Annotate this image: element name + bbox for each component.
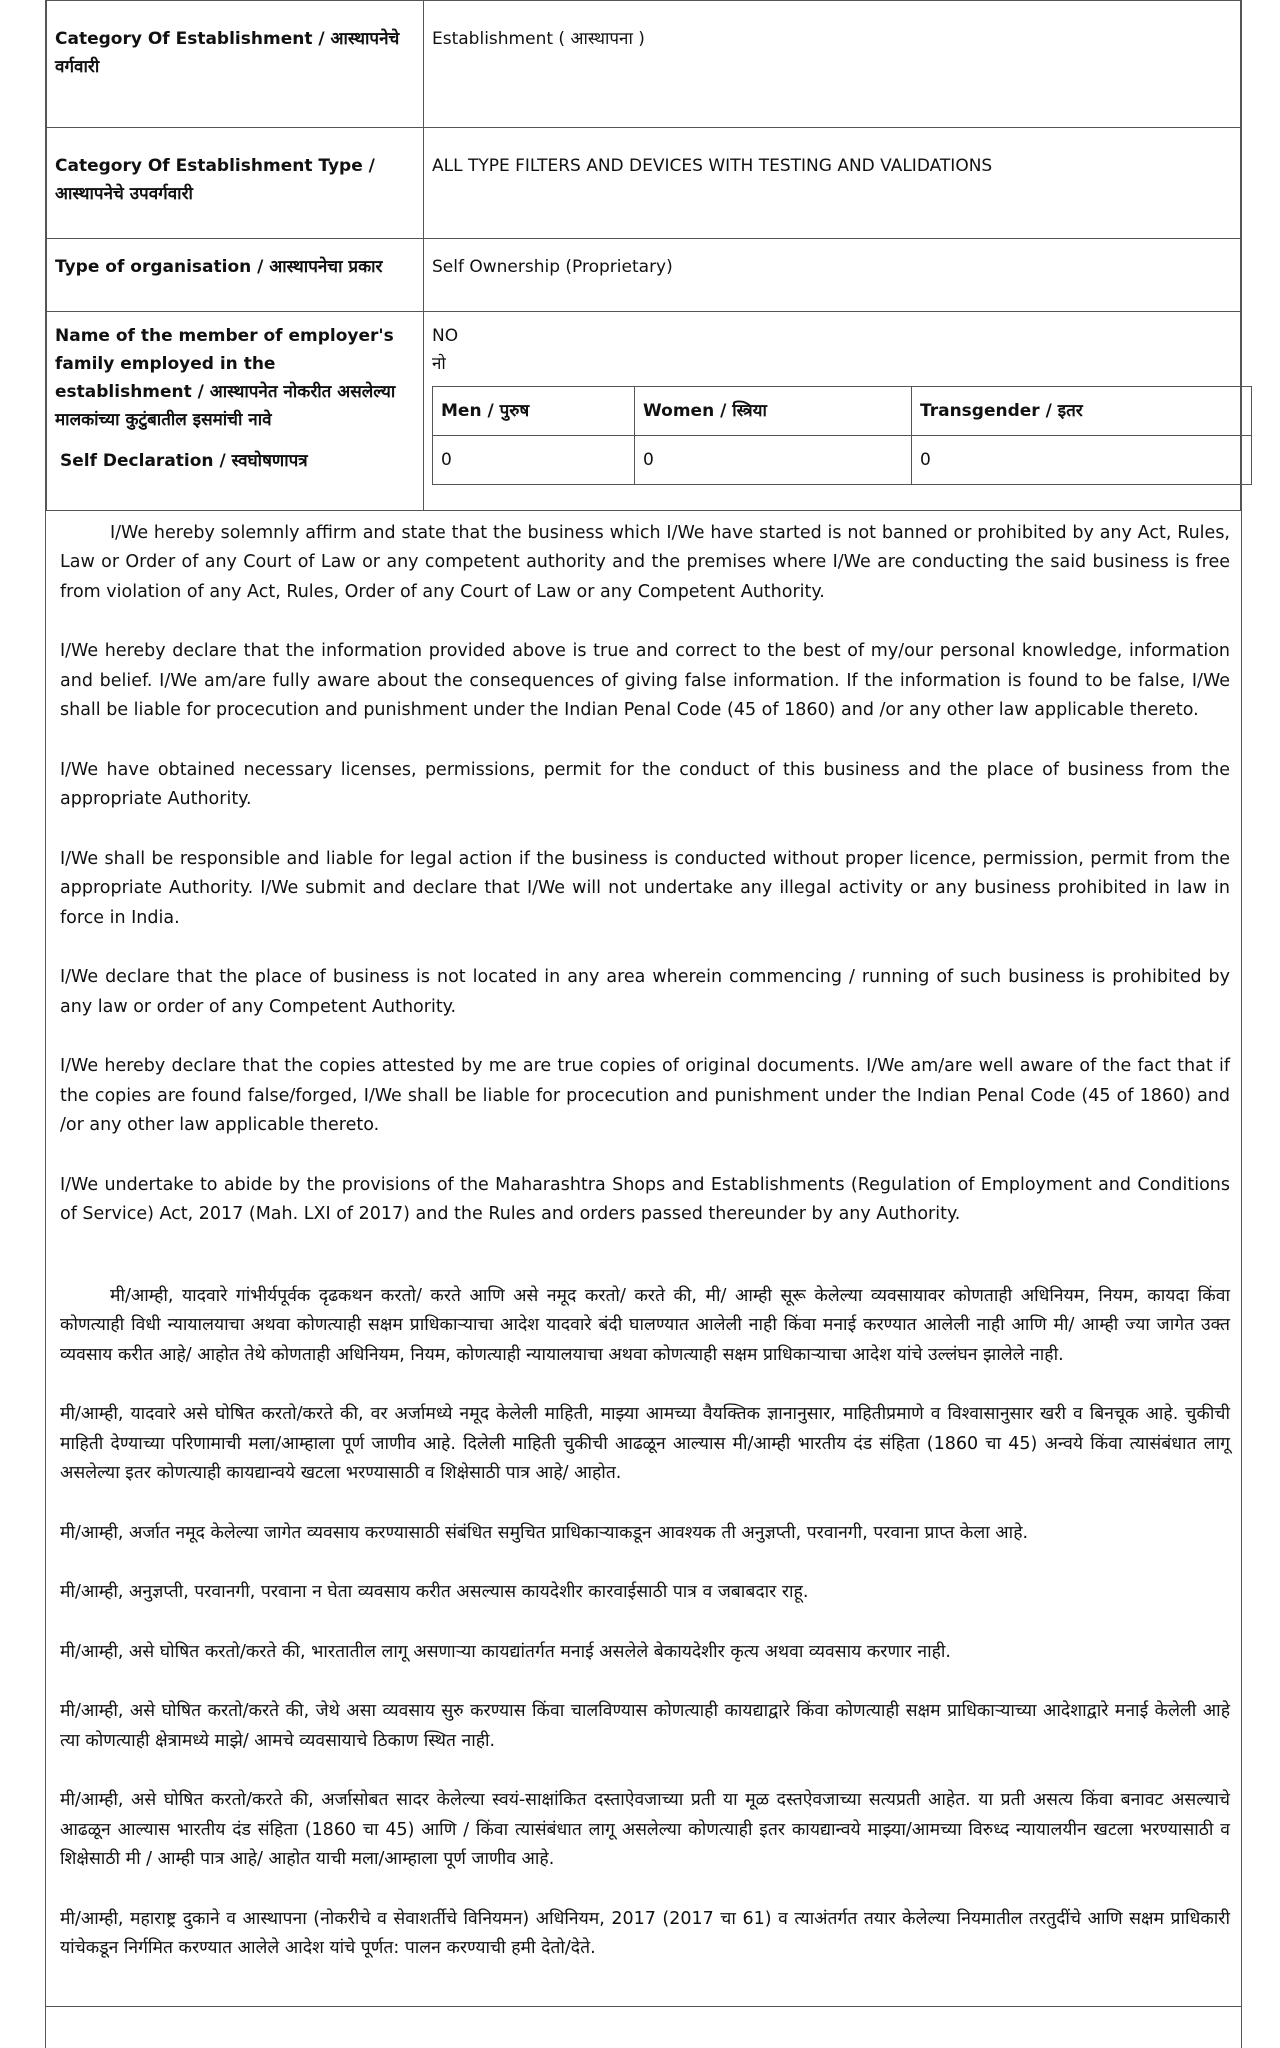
category-value: Establishment ( आस्थापना ) xyxy=(424,1,1241,128)
declaration-mr-paragraph: मी/आम्ही, असे घोषित करतो/करते की, भारतातील लागू असणाऱ्या कायद्यांतर्गत मनाई असलेले बेकायदेशीर कृत्य अथवा व्यवसाय करणार नाही. xyxy=(60,1641,951,1662)
organisation-label: Type of organisation / आस्थापनेचा प्रकार xyxy=(47,239,424,312)
table-row xyxy=(47,239,1241,312)
declaration-en-paragraph: I/We undertake to abide by the provisions of the Maharashtra Shops and Establishments (Regulation of Employment and Conditions of Service) Act, 2017 (Mah. LXI of 2017) and the Rules and orders passed thereunder by any Authority. xyxy=(60,1174,1230,1224)
table-row xyxy=(433,387,1252,436)
declaration-mr-paragraph: मी/आम्ही, यादवारे गांभीर्यपूर्वक दृढकथन करतो/ करते आणि असे नमूद करतो/ करते की, मी/ आम्ही सूरू केलेल्या व्यवसायावर कोणताही अधिनियम, नियम, कायदा किंवा कोणत्याही विधी न्यायालयाचा अथवा कोणत्याही सक्षम प्राधिकाऱ्याचा आदेश यादवारे बंदी घालण्यात आलेली नाही किंवा मनाई करण्यात आलेली नाही आणि मी/ आम्ही ज्या जागेत उक्त व्यवसाय करीत आहे/ आहोत तेथे कोणताही अधिनियम, नियम, कोणत्याही न्यायालयाचा अथवा कोणत्याही सक्षम प्राधिकाऱ्याचा आदेश यांचे उल्लंघन झालेले नाही. xyxy=(60,1285,1230,1365)
declaration-en-paragraph: I/We declare that the place of business is not located in any area wherein commencing / running of such business is prohibited by any law or order of any Competent Authority. xyxy=(60,967,1230,1017)
document-frame xyxy=(45,0,1242,2048)
declaration-mr-paragraph: मी/आम्ही, अर्जात नमूद केलेल्या जागेत व्यवसाय करण्यासाठी संबंधित समुचित प्राधिकाऱ्याकडून आवश्यक ती अनुज्ञप्ती, परवानगी, परवाना प्राप्त केला आहे. xyxy=(60,1522,1029,1543)
men-count: 0 xyxy=(433,436,635,485)
declaration-title: Self Declaration / स्वघोषणापत्र xyxy=(60,451,308,471)
family-value-en: NO xyxy=(432,326,459,346)
declaration-en-paragraph: I/We hereby declare that the copies attested by me are true copies of original documents. I/We am/are well aware of the fact that if the copies are found false/forged, I/We shall be liable for procecution and punishment under the Indian Penal Code (45 of 1860) and /or any other law applicable thereto. xyxy=(60,1056,1230,1135)
self-declaration-section xyxy=(60,447,1230,1994)
declaration-mr-paragraph: मी/आम्ही, महाराष्ट्र दुकाने व आस्थापना (नोकरीचे व सेवाशर्तीचे विनियमन) अधिनियम, 2017 (2017 चा 61) व त्याअंतर्गत तयार केलेल्या नियमातील तरतुदींचे आणि सक्षम प्राधिकारी यांचेकडून निर्गमित करण्यात आलेले आदेश यांचे पूर्णत: पालन करण्याची हमी देतो/देते. xyxy=(60,1908,1230,1958)
declaration-mr-paragraph: मी/आम्ही, असे घोषित करतो/करते की, अर्जासोबत सादर केलेल्या स्वयं-साक्षांकित दस्ताऐवजाच्या प्रती या मूळ दस्तऐवजाच्या सत्यप्रती आहेत. या प्रती असत्य किंवा बनावट असल्याचे आढळून आल्यास भारतीय दंड संहिता (1860 चा 45) आणि / किंवा त्यासंबंधात लागू असलेल्या कोणत्याही इतर कायद्यान्वये माझ्या/आमच्या विरुध्द न्यायालयीन खटला भरण्यासाठी व शिक्षेसाठी मी / आम्ही पात्र आहे/ आहोत याची मला/आम्हाला पूर्ण जाणीव आहे. xyxy=(60,1790,1230,1869)
establishment-details-table xyxy=(46,0,1241,511)
category-label: Category Of Establishment / आस्थापनेचे वर्गवारी xyxy=(47,1,424,128)
women-count: 0 xyxy=(635,436,912,485)
declaration-en-paragraph: I/We hereby declare that the information provided above is true and correct to the best of my/our personal knowledge, information and belief. I/We am/are fully aware about the consequences of giving false information. If the information is found to be false, I/We shall be liable for procecution and punishment under the Indian Penal Code (45 of 1860) and /or any other law applicable thereto. xyxy=(60,641,1230,720)
type-label: Category Of Establishment Type / आस्थापनेचे उपवर्गवारी xyxy=(47,128,424,239)
declaration-en-paragraph: I/We shall be responsible and liable for legal action if the business is conducted without proper licence, permission, permit from the appropriate Authority. I/We submit and declare that I/We will not undertake any illegal activity or any business prohibited in law in force in India. xyxy=(60,848,1230,928)
family-value-mr: नो xyxy=(432,354,446,374)
men-header: Men / पुरुष xyxy=(433,387,635,436)
women-header: Women / स्त्रिया xyxy=(635,387,912,436)
table-row xyxy=(47,128,1241,239)
declaration-en-paragraph: I/We have obtained necessary licenses, permissions, permit for the conduct of this business and the place of business from the appropriate Authority. xyxy=(60,759,1230,809)
declaration-mr-paragraph: मी/आम्ही, यादवारे असे घोषित करतो/करते की, वर अर्जामध्ये नमूद केलेली माहिती, माझ्या आमच्या वैयक्तिक ज्ञानानुसार, माहितीप्रमाणे व विश्वासानुसार खरी व बिनचूक आहे. चुकीची माहिती देण्याच्या परिणामाची मला/आम्हाला पूर्ण जाणीव आहे. दिलेली माहिती चुकीची आढळून आल्यास मी/आम्ही भारतीय दंड संहिता (1860 चा 45) अन्वये किंवा त्यासंबंधात लागू असलेल्या इतर कोणत्याही कायद्यान्वये खटला भरण्यासाठी व शिक्षेसाठी पात्र आहे/ आहोत. xyxy=(60,1404,1230,1483)
family-members-label: Name of the member of employer's family employed in the establishment / आस्थापनेत नोकरीत असलेल्या मालकांच्या कुटुंबातील इसमांची नावे xyxy=(47,312,424,511)
section-divider xyxy=(46,2006,1241,2007)
organisation-value: Self Ownership (Proprietary) xyxy=(424,239,1241,312)
declaration-en-paragraph: I/We hereby solemnly affirm and state that the business which I/We have started is not banned or prohibited by any Act, Rules, Law or Order of any Court of Law or any competent authority and the premises where I/We are conducting the said business is free from violation of any Act, Rules, Order of any Court of Law or any Competent Authority. xyxy=(60,522,1230,602)
declaration-mr-paragraph: मी/आम्ही, असे घोषित करतो/करते की, जेथे असा व्यवसाय सुरु करण्यास किंवा चालविण्यास कोणत्याही कायद्याद्वारे किंवा कोणत्याही सक्षम प्राधिकाऱ्याच्या आदेशाद्वारे मनाई केलेली आहे त्या कोणत्याही क्षेत्रामध्ये माझे/ आमचे व्यवसायाचे ठिकाण स्थित नाही. xyxy=(60,1701,1230,1751)
type-value: ALL TYPE FILTERS AND DEVICES WITH TESTING AND VALIDATIONS xyxy=(424,128,1241,239)
declaration-mr-paragraph: मी/आम्ही, अनुज्ञप्ती, परवानगी, परवाना न घेता व्यवसाय करीत असल्यास कायदेशीर कारवाईसाठी पात्र व जबाबदार राहू. xyxy=(60,1582,809,1602)
transgender-count: 0 xyxy=(912,436,1252,485)
transgender-header: Transgender / इतर xyxy=(912,387,1252,436)
table-row xyxy=(47,1,1241,128)
